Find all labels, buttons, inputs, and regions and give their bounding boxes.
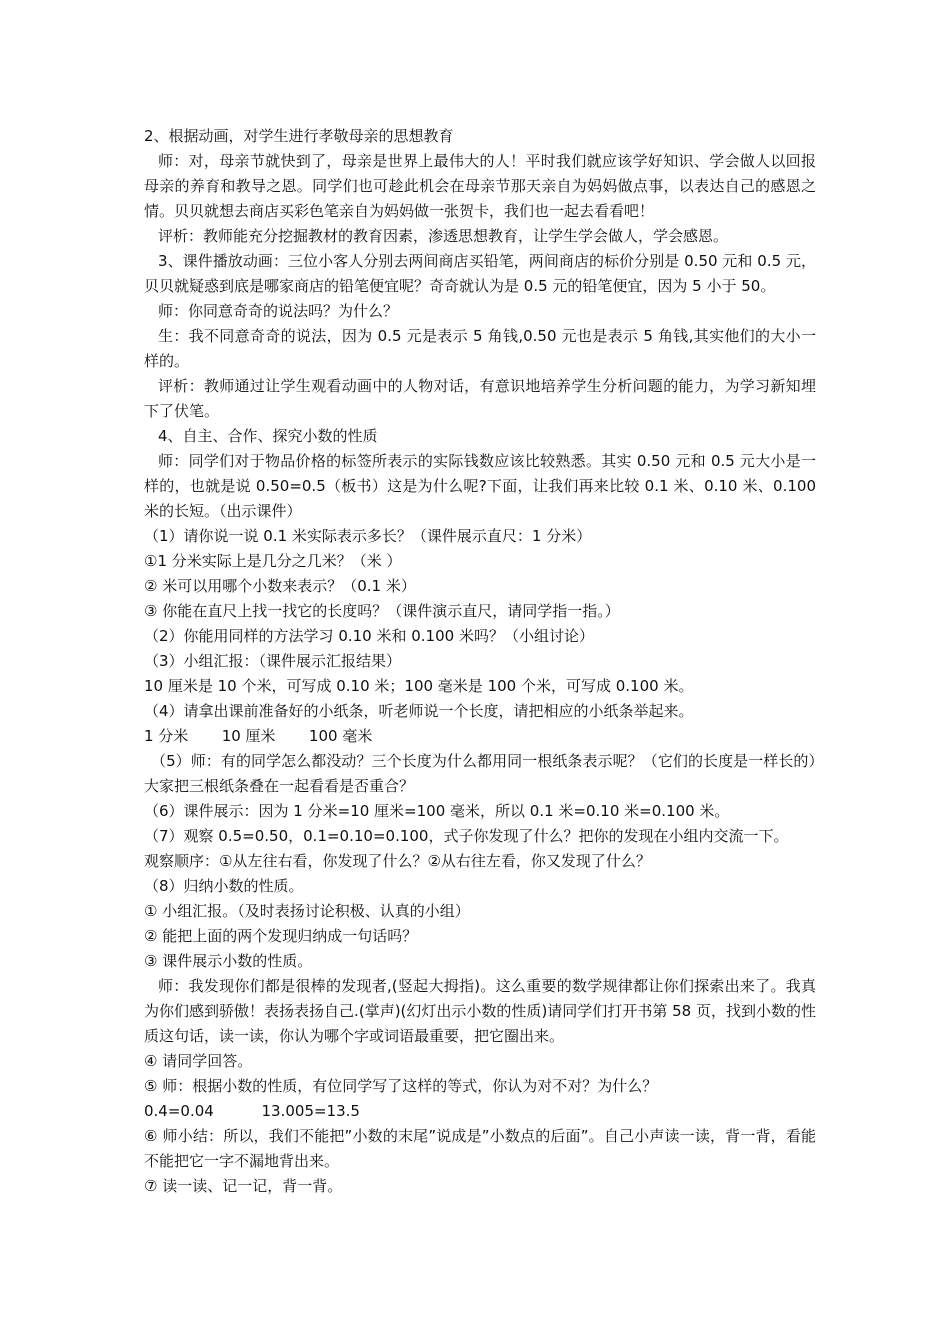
paragraph: 1 分米 10 厘米 100 毫米 (144, 727, 373, 745)
section-heading-3: 3、课件播放动画：三位小客人分别去两间商店买铅笔，两间商店的标价分别是 0.50 元和 0.5 元，贝贝就疑惑到底是哪家商店的铅笔便宜呢？奇奇就认为是 0.5 元的铅笔便宜，因为 5 小于 50。 (144, 252, 816, 295)
document-body (144, 124, 821, 1199)
paragraph: 10 厘米是 10 个米，可写成 0.10 米；100 毫米是 100 个米，可写成 0.100 米。 (144, 677, 694, 695)
list-item: （7）观察 0.5=0.50，0.1=0.10=0.100，式子你发现了什么？把你的发现在小组内交流一下。 (144, 827, 789, 845)
list-item: （8）归纳小数的性质。 (144, 877, 304, 895)
paragraph: 生：我不同意奇奇的说法，因为 0.5 元是表示 5 角钱,0.50 元也是表示 5 角钱,其实他们的大小一样的。 (144, 327, 816, 370)
list-item: （2）你能用同样的方法学习 0.10 米和 0.100 米吗？（小组讨论） (144, 627, 594, 645)
list-item: （6）课件展示：因为 1 分米=10 厘米=100 毫米，所以 0.1 米=0.10 米=0.100 米。 (144, 802, 730, 820)
list-item: ② 米可以用哪个小数来表示？（0.1 米） (144, 577, 416, 595)
section-heading-2: 2、根据动画，对学生进行孝敬母亲的思想教育 (144, 127, 454, 145)
list-item: ①1 分米实际上是几分之几米？（米 ） (144, 552, 402, 570)
paragraph: 师：你同意奇奇的说法吗？为什么？ (158, 302, 399, 320)
paragraph: 观察顺序：①从左往右看，你发现了什么？②从右往左看，你又发现了什么？ (144, 852, 651, 870)
list-item: ③ 你能在直尺上找一找它的长度吗？（课件演示直尺，请同学指一指。） (144, 602, 620, 620)
list-item: （3）小组汇报：（课件展示汇报结果） (144, 652, 402, 670)
paragraph: 师：同学们对于物品价格的标签所表示的实际钱数应该比较熟悉。其实 0.50 元和 0.5 元大小是一样的，也就是说 0.50=0.5（板书）这是为什么呢?下面，让我们再来比较 0.1 米、0.10 米、0.100 米的长短。（出示课件） (144, 452, 821, 520)
list-item: ⑤ 师：根据小数的性质，有位同学写了这样的等式，你认为对不对？为什么？ (144, 1077, 658, 1095)
list-item: （1）请你说一说 0.1 米实际表示多长？（课件展示直尺：1 分米） (144, 527, 592, 545)
list-item: ⑦ 读一读、记一记，背一背。 (144, 1177, 343, 1195)
list-item: ③ 课件展示小数的性质。 (144, 952, 313, 970)
list-item: ① 小组汇报。（及时表扬讨论积极、认真的小组） (144, 902, 470, 920)
list-item: （4）请拿出课前准备好的小纸条，听老师说一个长度，请把相应的小纸条举起来。 (144, 702, 694, 720)
list-item: ⑥ 师小结：所以，我们不能把”小数的末尾”说成是”小数点的后面”。自己小声读一读，背一背，看能不能把它一字不漏地背出来。 (144, 1127, 816, 1170)
list-item: ④ 请同学回答。 (144, 1052, 253, 1070)
paragraph: 评析：教师通过让学生观看动画中的人物对话，有意识地培养学生分析问题的能力，为学习新知埋下了伏笔。 (144, 377, 816, 420)
paragraph: 评析：教师能充分挖掘教材的教育因素，渗透思想教育，让学生学会做人，学会感恩。 (158, 227, 729, 245)
paragraph: 师：我发现你们都是很棒的发现者,(竖起大拇指)。这么重要的数学规律都让你们探索出来了。我真为你们感到骄傲！表扬表扬自己.(掌声)(幻灯出示小数的性质)请同学们打开书第 58 页，找到小数的性质这句话，读一读，你认为哪个字或词语最重要，把它圈出来。 (144, 977, 816, 1045)
paragraph: 0.4=0.04 13.005=13.5 (144, 1102, 360, 1120)
section-heading-4: 4、自主、合作、探究小数的性质 (158, 427, 378, 445)
list-item: （5）师：有的同学怎么都没动？三个长度为什么都用同一根纸条表示呢？（它们的长度是一样长的）大家把三根纸条叠在一起看看是否重合？ (144, 752, 816, 795)
paragraph: 师：对，母亲节就快到了，母亲是世界上最伟大的人！平时我们就应该学好知识、学会做人以回报母亲的养育和教导之恩。同学们也可趁此机会在母亲节那天亲自为妈妈做点事，以表达自己的感恩之情。贝贝就想去商店买彩色笔亲自为妈妈做一张贺卡，我们也一起去看看吧！ (144, 152, 816, 220)
list-item: ② 能把上面的两个发现归纳成一句话吗？ (144, 927, 418, 945)
